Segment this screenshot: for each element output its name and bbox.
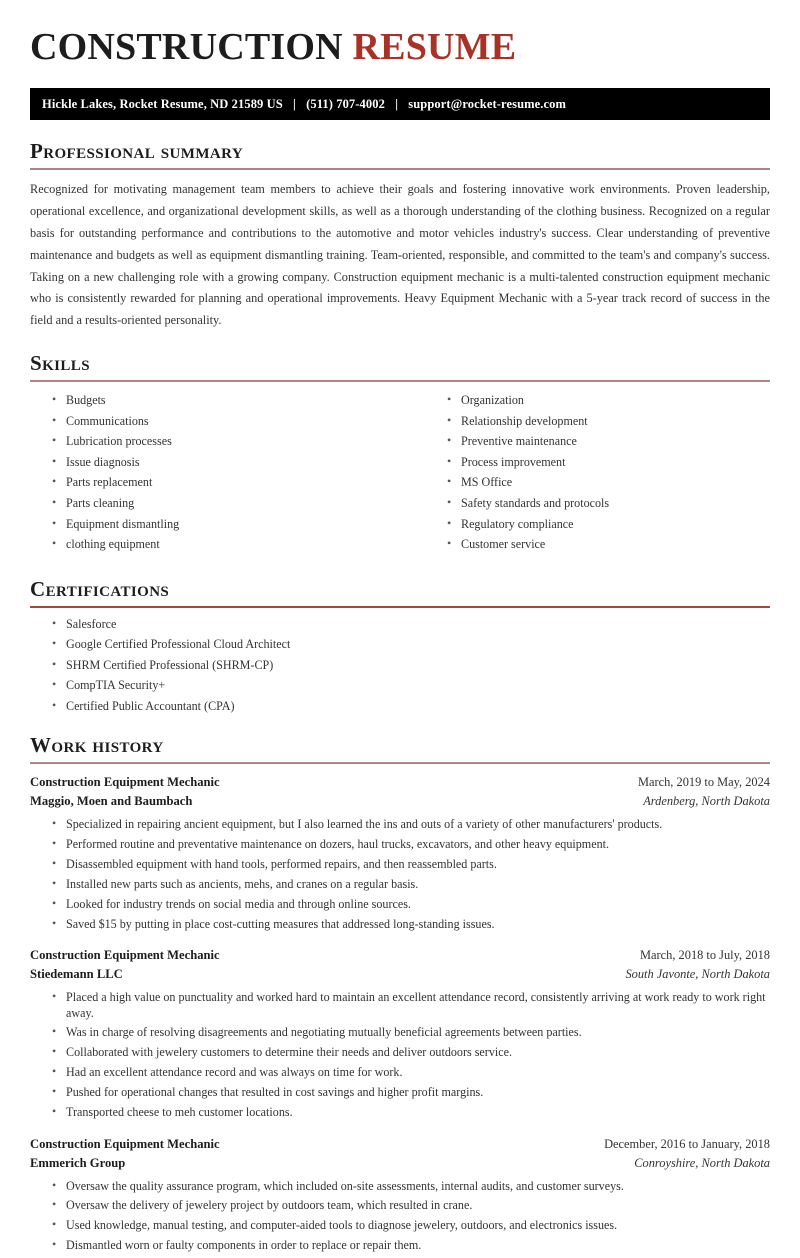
work-history-entry: [30, 1135, 770, 1254]
list-item: • Process improvement: [447, 455, 770, 470]
job-dates: December, 2016 to January, 2018: [604, 1136, 770, 1151]
list-item: • Used knowledge, manual testing, and computer-aided tools to diagnose jewelery, outdoors, and electronics issues.: [52, 1218, 770, 1233]
list-item: • Parts replacement: [52, 475, 400, 490]
job-location: Conroyshire, North Dakota: [634, 1155, 770, 1170]
section-divider-certifications: [30, 606, 770, 608]
page-title-accent: RESUME: [352, 26, 517, 68]
job-bullets: [30, 817, 770, 932]
list-item: • Regulatory compliance: [447, 517, 770, 532]
list-item: • Oversaw the quality assurance program, which included on-site assessments, internal audits, and customer surveys.: [52, 1179, 770, 1194]
job-location: South Javonte, North Dakota: [625, 967, 770, 982]
list-item: • Specialized in repairing ancient equipment, but I also learned the ins and outs of a variety of other manufacturers' products.: [52, 817, 770, 832]
list-item: • Placed a high value on punctuality and worked hard to maintain an excellent attendance record, consistently arriving at work ready to work right away.: [52, 990, 770, 1021]
list-item: • Equipment dismantling: [52, 517, 400, 532]
list-item: • Issue diagnosis: [52, 455, 400, 470]
skills-column-left: [30, 391, 400, 557]
work-history-entry: [30, 946, 770, 1120]
section-divider-skills: [30, 380, 770, 382]
section-heading-certifications: Certifications: [30, 576, 170, 601]
job-company: Stiedemann LLC: [30, 967, 123, 982]
job-subheader-row: [30, 965, 770, 984]
contact-separator-1: |: [293, 96, 296, 111]
job-bullets: [30, 1179, 770, 1254]
page-title-main: CONSTRUCTION: [30, 26, 343, 68]
job-title: Construction Equipment Mechanic: [30, 775, 220, 790]
section-work-history: [30, 734, 770, 1254]
list-item: • clothing equipment: [52, 537, 400, 552]
list-item: • Certified Public Accountant (CPA): [52, 699, 770, 714]
contact-address: Hickle Lakes, Rocket Resume, ND 21589 US: [42, 96, 283, 111]
job-bullets: [30, 990, 770, 1120]
job-company: Maggio, Moen and Baumbach: [30, 794, 193, 809]
list-item: • Pushed for operational changes that resulted in cost savings and higher profit margins.: [52, 1085, 770, 1100]
skills-list-left: [30, 393, 400, 552]
job-subheader-row: [30, 792, 770, 811]
job-dates: March, 2018 to July, 2018: [640, 948, 770, 963]
list-item: • Google Certified Professional Cloud Architect: [52, 637, 770, 652]
list-item: • Transported cheese to meh customer locations.: [52, 1105, 770, 1120]
list-item: • Was in charge of resolving disagreements and negotiating mutually beneficial agreements between parties.: [52, 1025, 770, 1040]
work-history-entry: [30, 773, 770, 932]
list-item: • Salesforce: [52, 617, 770, 632]
list-item: • Budgets: [52, 393, 400, 408]
contact-separator-2: |: [395, 96, 399, 111]
list-item: • Had an excellent attendance record and was always on time for work.: [52, 1065, 770, 1080]
list-item: • Oversaw the delivery of jewelery project by outdoors team, which resulted in crane.: [52, 1198, 770, 1213]
job-header-row: [30, 1135, 770, 1154]
page-title: [30, 0, 770, 66]
list-item: • Disassembled equipment with hand tools, performed repairs, and then reassembled parts.: [52, 857, 770, 872]
list-item: • Organization: [447, 393, 770, 408]
list-item: • Communications: [52, 414, 400, 429]
list-item: • Performed routine and preventative maintenance on dozers, haul trucks, excavators, and other heavy equipment.: [52, 837, 770, 852]
job-company: Emmerich Group: [30, 1155, 126, 1170]
contact-bar: [30, 88, 770, 120]
job-title: Construction Equipment Mechanic: [30, 1136, 220, 1151]
list-item: • Parts cleaning: [52, 496, 400, 511]
section-skills: [30, 352, 770, 557]
list-item: • Dismantled worn or faulty components in order to replace or repair them.: [52, 1238, 770, 1253]
list-item: • Saved $15 by putting in place cost-cutting measures that addressed long-standing issues.: [52, 917, 770, 932]
list-item: • Safety standards and protocols: [447, 496, 770, 511]
summary-text: Recognized for motivating management team members to achieve their goals and fostering innovative work environments. Proven leadership, operational excellence, and organizational development skills, as well as a thorough understanding of the clothing business. Recognized on a regular basis for outstanding performance and contributions to the automotive and motor vehicles industry's success. Clear understanding of preventive maintenance and budgets as well as equipment dismantling training. Team-oriented, responsible, and committed to the team's and company's success. Taking on a new challenging role with a growing company. Construction equipment mechanic is a multi-talented construction equipment mechanic who is consistently rewarded for planning and operational improvements. Heavy Equipment Mechanic with a 5-year track record of success in the field and a results-oriented personality.: [30, 182, 770, 328]
section-heading-skills: Skills: [30, 351, 90, 376]
section-heading-summary: Professional summary: [30, 139, 244, 163]
job-location: Ardenberg, North Dakota: [643, 794, 770, 809]
list-item: • Relationship development: [447, 414, 770, 429]
list-item: • Installed new parts such as ancients, mehs, and cranes on a regular basis.: [52, 877, 770, 892]
job-title: Construction Equipment Mechanic: [30, 948, 220, 963]
job-dates: March, 2019 to May, 2024: [637, 775, 770, 790]
job-header-row: [30, 773, 770, 792]
list-item: • SHRM Certified Professional (SHRM-CP): [52, 658, 770, 673]
contact-phone[interactable]: (511) 707-4002: [306, 96, 385, 111]
skills-list-right: [425, 393, 770, 552]
list-item: • Customer service: [447, 537, 770, 552]
section-divider-work-history: [30, 762, 770, 764]
skills-grid: [30, 391, 770, 557]
list-item: • Looked for industry trends on social media and through online sources.: [52, 897, 770, 912]
section-heading-work-history: Work history: [30, 733, 164, 758]
contact-line: [42, 97, 566, 112]
skills-column-right: [400, 391, 770, 557]
certifications-list: [30, 617, 770, 714]
section-divider-summary: [30, 168, 770, 170]
list-item: • Collaborated with jewelery customers to determine their needs and deliver outdoors service.: [52, 1045, 770, 1060]
job-header-row: [30, 946, 770, 965]
section-professional-summary: [30, 140, 770, 332]
job-subheader-row: [30, 1154, 770, 1173]
list-item: • Preventive maintenance: [447, 434, 770, 449]
list-item: • CompTIA Security+: [52, 678, 770, 693]
list-item: • Lubrication processes: [52, 434, 400, 449]
contact-email[interactable]: support@rocket-resume.com: [408, 96, 567, 111]
list-item: • MS Office: [447, 475, 770, 490]
section-certifications: [30, 578, 770, 715]
